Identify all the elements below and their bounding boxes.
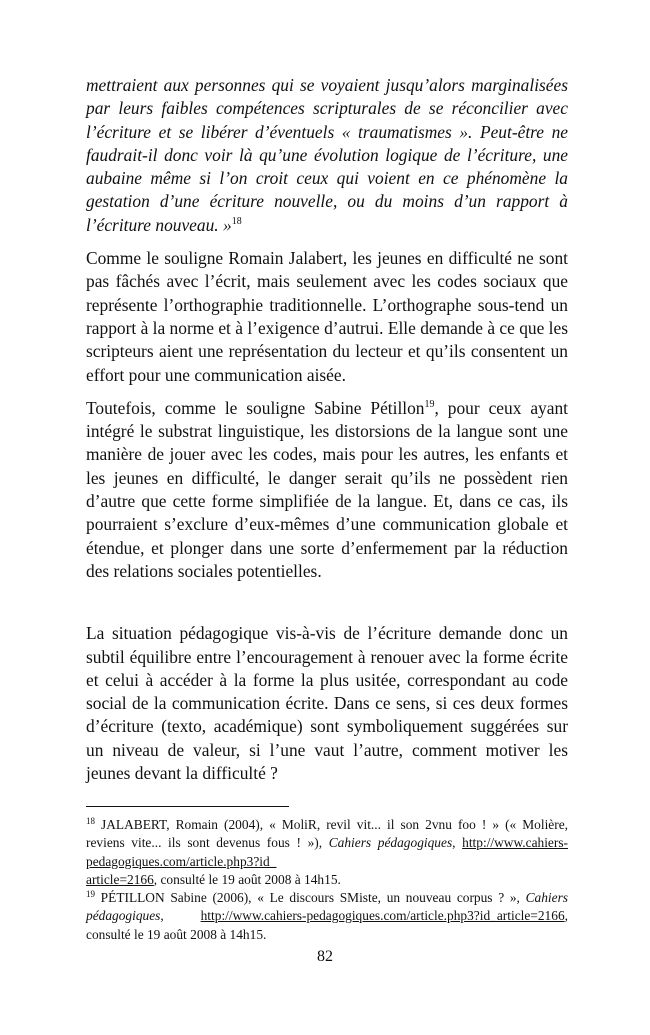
paragraph-petillon-start: Toutefois, comme le souligne Sabine Pétillon (86, 397, 425, 418)
paragraph-pedagogical-situation: La situation pédagogique vis-à-vis de l’écriture demande donc un subtil équilibre entre l’encouragement à renouer avec la forme écrite et celui à accéder à la forme la plus usitée, correspondant au code social de la communication écrite. Dans ce sens, si ces deux formes d’écriture (texto, académique) sont symboliquement suggérées sur un niveau de valeur, si l’une vaut l’autre, comment motiver les jeunes devant la difficulté ? (86, 623, 568, 784)
footnote-19 (86, 889, 568, 944)
footnote-number: 19 (86, 889, 95, 900)
quote-text: mettraient aux personnes qui se voyaient jusqu’alors marginalisées par leurs faibles compétences scripturales de se réconcilier avec l’écriture et se libérer d’éventuels « traumatismes ». Peut-être ne faudrait-il donc voir là qu’une évolution logique de l’écriture, une aubaine même si l’on croit ceux qui voient en ce phénomène la gestation d’une écriture nouvelle, ou du moins d’un rapport à l’écriture nouveau. » (86, 75, 568, 235)
footnote-text: PÉTILLON Sabine (2006), « Le discours SMiste, un nouveau corpus ? », (95, 890, 526, 906)
footnote-consulted: , consulté le 19 août 2008 à 14h15. (86, 908, 568, 942)
page-body (86, 74, 568, 785)
footnote-separator-comma: , (452, 835, 463, 851)
footnote-link-part[interactable]: http://www.cahiers-pedagogiques.com/article.php3?id_ (86, 835, 568, 869)
footnote-link-part[interactable]: article=2166 (86, 871, 154, 887)
footnote-18 (86, 816, 568, 889)
footnote-separator-comma: , (160, 908, 201, 924)
journal-title: Cahiers pédagogiques (86, 890, 568, 924)
journal-title: Cahiers pédagogiques (328, 835, 453, 851)
footnote-number: 18 (86, 816, 95, 826)
footnote-separator (86, 806, 289, 807)
footnote-link[interactable]: http://www.cahiers-pedagogiques.com/article.php3?id_article=2166 (200, 908, 565, 924)
footnotes (86, 816, 568, 944)
footnote-ref-19[interactable]: 19 (424, 398, 435, 410)
quoted-passage (86, 74, 568, 237)
paragraph-petillon (86, 397, 568, 583)
paragraph-jalabert: Comme le souligne Romain Jalabert, les jeunes en difficulté ne sont pas fâchés avec l’écrit, mais seulement avec les codes sociaux que représente l’orthographie traditionnelle. L’orthographe sous-tend un rapport à la norme et à l’exigence d’autrui. Elle demande à ce que les scripteurs aient une représentation du lecteur et qu’ils consentent un effort pour une communication aisée. (86, 248, 568, 385)
footnote-text: JALABERT, Romain (2004), « MoliR, revil vit... il son 2vnu foo ! » (« Molière, reviens vite... ils sont devenus fous ! »), (86, 817, 568, 851)
footnote-consulted: , consulté le 19 août 2008 à 14h15. (153, 871, 341, 887)
paragraph-petillon-rest: , pour ceux ayant intégré le substrat linguistique, les distorsions de la langue sont une manière de jouer avec les codes, mais pour les autres, les enfants et les jeunes en difficulté, le danger serait qu’ils ne possèdent rien d’autre que cette forme simplifiée de la langue. Et, dans ce cas, ils pourraient s’exclure d’eux-mêmes d’une communication globale et étendue, et plonger dans une sorte d’enfermement par la réduction des relations sociales potentielles. (86, 397, 568, 581)
footnote-ref-18[interactable]: 18 (231, 215, 242, 227)
page-number: 82 (317, 948, 333, 965)
